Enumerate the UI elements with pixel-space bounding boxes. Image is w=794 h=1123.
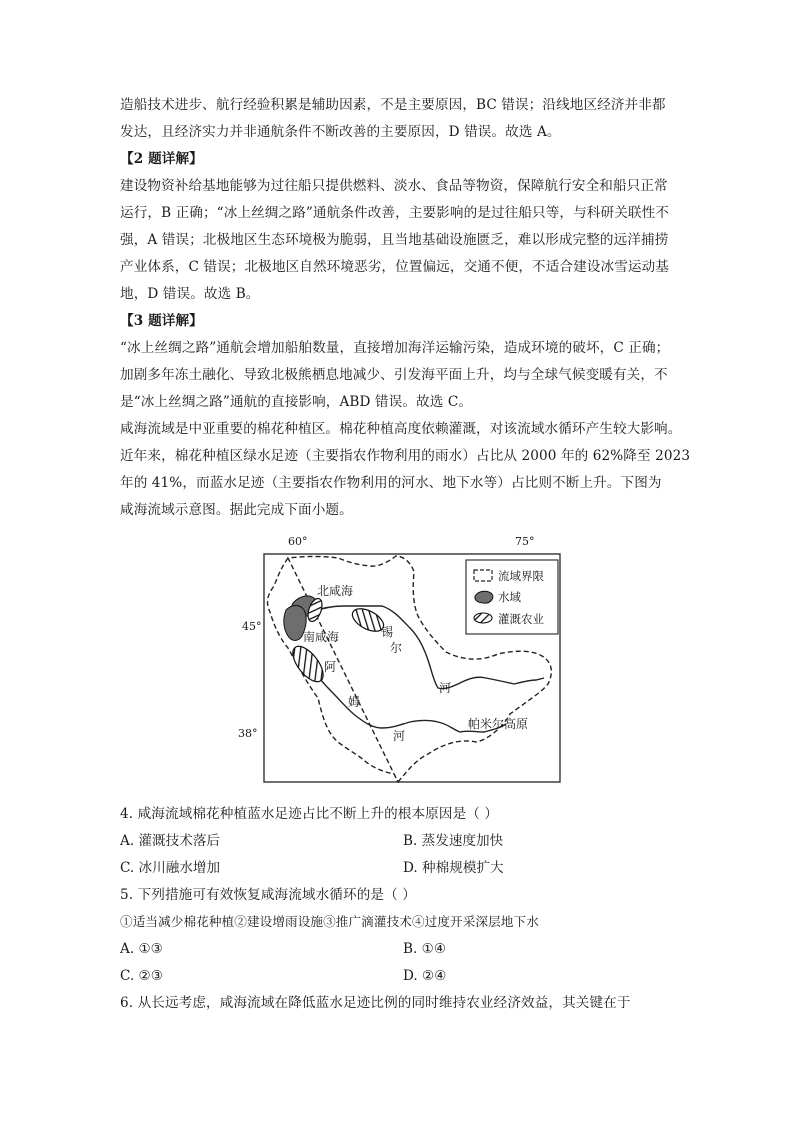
- q4-option-c: C. 冰川融水增加: [120, 860, 221, 876]
- intro-text-line: 近年来，棉花种植区绿水足迹（主要指农作物利用的雨水）占比从 2000 年的 62%降至 2023: [120, 448, 691, 464]
- syr-river-char-1: 锡: [381, 625, 394, 639]
- lat-38-label: 38°: [238, 727, 258, 740]
- answer-text-line: 发达，且经济实力并非通航条件不断改善的主要原因，D 错误。故选 A。: [120, 124, 561, 140]
- legend-irrigation-symbol: [474, 613, 492, 623]
- q4-option-d: D. 种棉规模扩大: [403, 860, 504, 876]
- q5-option-c: C. ②③: [120, 968, 163, 984]
- legend-irrigation-label: 灌溉农业: [498, 612, 544, 626]
- q4-option-a: A. 灌溉技术落后: [120, 833, 221, 849]
- intro-text-line: 咸海流域是中亚重要的棉花种植区。棉花种植高度依赖灌溉，对该流域水循环产生较大影响。: [120, 421, 682, 437]
- q5-option-b: B. ①④: [403, 941, 447, 957]
- q2-text-line: 强，A 错误；北极地区生态环境极为脆弱，且当地基础设施匮乏，难以形成完整的远洋捕捞: [120, 232, 669, 248]
- q3-heading: 【3 题详解】: [120, 313, 203, 329]
- intro-text-line: 咸海流域示意图。据此完成下面小题。: [120, 502, 353, 518]
- legend-boundary-label: 流域界限: [498, 569, 544, 583]
- q2-text-line: 运行，B 正确；“冰上丝绸之路”通航条件改善，主要影响的是过往船只等，与科研关联性不: [120, 205, 669, 221]
- pamir-label: 帕米尔高原: [468, 717, 529, 731]
- map-legend: [466, 560, 558, 634]
- syr-river-char-2: 尔: [390, 641, 403, 655]
- q3-text-line: “冰上丝绸之路”通航会增加船舶数量，直接增加海洋运输污染，造成环境的破坏，C 正确；: [120, 340, 670, 356]
- intro-text-line: 年的 41%，而蓝水足迹（主要指农作物利用的河水、地下水等）占比则不断上升。下图为: [120, 475, 662, 491]
- legend-water-symbol: [475, 591, 493, 603]
- lon-60-label: 60°: [288, 535, 308, 548]
- q2-heading: 【2 题详解】: [120, 151, 203, 167]
- syr-river-char-3: 河: [439, 681, 452, 695]
- q5-stem: 5. 下列措施可有效恢复咸海流域水循环的是（ ）: [120, 887, 416, 903]
- amu-river-char-1: 阿: [324, 660, 337, 674]
- lat-45-label: 45°: [242, 620, 262, 633]
- q5-option-a: A. ①③: [120, 941, 163, 957]
- lon-75-label: 75°: [515, 535, 535, 548]
- amu-river-char-3: 河: [393, 729, 406, 743]
- q4-stem: 4. 咸海流域棉花种植蓝水足迹占比不断上升的根本原因是（ ）: [120, 806, 499, 822]
- q2-text-line: 建设物资补给基地能够为过往船只提供燃料、淡水、食品等物资，保障航行安全和船只正常: [120, 178, 668, 194]
- q5-option-d: D. ②④: [403, 968, 447, 984]
- q2-text-line: 产业体系，C 错误；北极地区自然环境恶劣，位置偏远，交通不便，不适合建设冰雪运动基: [120, 259, 669, 275]
- q3-text-line: 加剧多年冻土融化、导致北极熊栖息地减少、引发海平面上升，均与全球气候变暖有关，不: [120, 367, 668, 383]
- aral-sea-basin-map: [238, 532, 568, 787]
- irrigation-area-amu-delta: [287, 641, 329, 686]
- q6-stem: 6. 从长远考虑，咸海流域在降低蓝水足迹比例的同时维持农业经济效益，其关键在于: [120, 995, 631, 1011]
- amu-river-char-2: 姆: [348, 695, 361, 709]
- q3-text-line: 是“冰上丝绸之路”通航的直接影响，ABD 错误。故选 C。: [120, 394, 473, 410]
- q5-measures: ①适当减少棉花种植②建设增雨设施③推广滴灌技术④过度开采深层地下水: [120, 914, 539, 929]
- q2-text-line: 地，D 错误。故选 B。: [120, 286, 260, 302]
- legend-water-label: 水域: [498, 590, 521, 604]
- q4-option-b: B. 蒸发速度加快: [403, 833, 504, 849]
- north-aral-label: 北咸海: [317, 584, 354, 598]
- south-aral-label: 南咸海: [303, 630, 340, 644]
- answer-text-line: 造船技术进步、航行经验积累是辅助因素，不是主要原因，BC 错误；沿线地区经济并非都: [120, 97, 666, 113]
